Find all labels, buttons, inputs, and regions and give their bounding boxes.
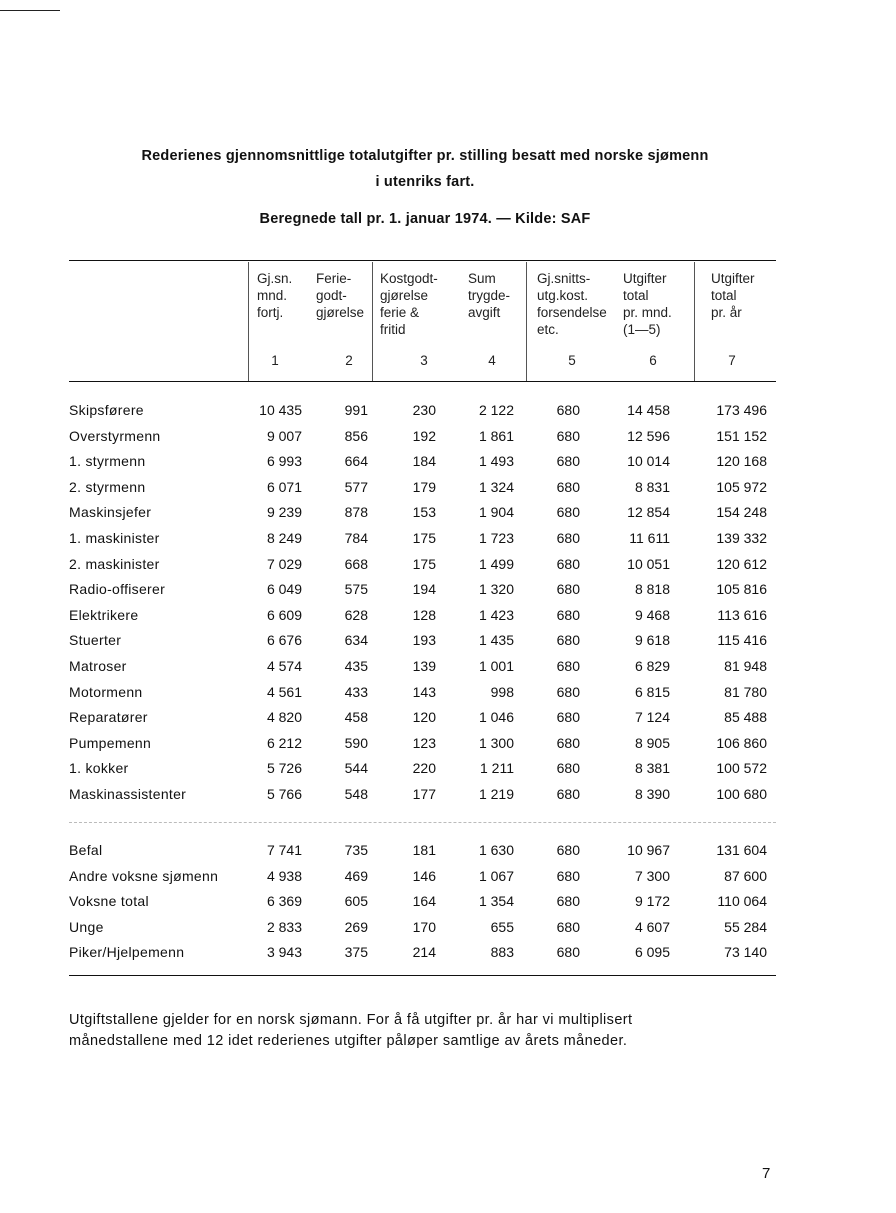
table-cell: 151 152 [716, 427, 767, 444]
table-cell: 856 [344, 427, 368, 444]
table-cell: 664 [344, 453, 368, 470]
row-label: Skipsførere [69, 402, 144, 418]
table-cell: 8 905 [634, 734, 670, 751]
table-cell: 878 [344, 504, 368, 521]
table-cell: 6 095 [634, 944, 670, 961]
table-cell: 575 [344, 581, 368, 598]
table-cell: 6 829 [634, 658, 670, 674]
row-label: Motormenn [69, 683, 143, 700]
table-cell: 680 [556, 581, 580, 598]
table-row [0, 607, 896, 633]
table-cell: 10 014 [627, 453, 670, 470]
table-cell: 680 [556, 709, 580, 726]
table-cell: 680 [556, 427, 580, 444]
row-label: Voksne total [69, 893, 149, 910]
table-cell: 469 [344, 867, 368, 884]
table-row [0, 530, 896, 556]
table-cell: 193 [412, 632, 436, 649]
table-cell: 1 324 [478, 478, 514, 495]
table-cell: 4 607 [634, 918, 670, 935]
row-label: Befal [69, 842, 103, 858]
table-cell: 1 067 [478, 867, 514, 884]
table-cell: 100 680 [716, 786, 767, 802]
table-cell: 12 596 [627, 427, 670, 444]
table-row [0, 632, 896, 658]
table-cell: 146 [412, 867, 436, 884]
table-row [0, 556, 896, 582]
table-cell: 1 001 [478, 658, 514, 674]
table-cell: 680 [556, 842, 580, 858]
table-cell: 170 [412, 918, 436, 935]
table-row [0, 453, 896, 479]
table-cell: 8 831 [634, 478, 670, 495]
table-cell: 605 [344, 893, 368, 910]
column-number: 5 [568, 353, 576, 368]
table-cell: 680 [556, 453, 580, 470]
table-row [0, 504, 896, 530]
table-cell: 883 [490, 944, 514, 961]
column-divider [248, 262, 249, 382]
table-cell: 113 616 [717, 606, 767, 623]
table-cell: 128 [412, 606, 436, 623]
table-cell: 110 064 [717, 893, 767, 910]
corner-rule [0, 10, 60, 11]
table-cell: 6 609 [266, 606, 302, 623]
row-label: 1. maskinister [69, 530, 160, 546]
table-subtitle: Beregnede tall pr. 1. januar 1974. — Kilde: SAF [259, 211, 591, 227]
table-cell: 7 029 [266, 555, 302, 572]
table-cell: 433 [344, 683, 368, 700]
column-number: 3 [420, 353, 428, 368]
table-cell: 4 574 [266, 658, 302, 674]
table-cell: 100 572 [716, 760, 767, 777]
table-cell: 9 007 [266, 427, 302, 444]
table-cell: 139 [412, 658, 436, 674]
table-cell: 179 [412, 478, 436, 495]
table-row [0, 479, 896, 505]
column-header-1: Gj.sn. mnd. fortj. [257, 271, 293, 320]
table-cell: 139 332 [716, 530, 767, 546]
table-cell: 214 [412, 944, 436, 961]
table-cell: 1 499 [478, 555, 514, 572]
footnote-line: Utgiftstallene gjelder for en norsk sjømann. For å få utgifter pr. år har vi multiplisert [69, 1012, 633, 1028]
table-row [0, 786, 896, 812]
table-cell: 1 861 [478, 427, 514, 444]
table-cell: 11 611 [629, 530, 670, 546]
column-header-5: Gj.snitts- utg.kost. forsendelse etc. [537, 271, 607, 337]
table-cell: 680 [556, 402, 580, 418]
table-cell: 1 723 [478, 530, 514, 546]
table-cell: 6 993 [266, 453, 302, 470]
table-cell: 220 [412, 760, 436, 777]
table-cell: 680 [556, 893, 580, 910]
table-cell: 10 967 [627, 842, 670, 858]
table-cell: 680 [556, 555, 580, 572]
table-cell: 1 423 [478, 606, 514, 623]
table-row [0, 868, 896, 894]
table-cell: 680 [556, 504, 580, 521]
column-number: 7 [728, 353, 736, 368]
table-cell: 590 [344, 734, 368, 751]
table-cell: 8 818 [634, 581, 670, 598]
table-cell: 680 [556, 530, 580, 546]
table-row [0, 428, 896, 454]
table-cell: 9 239 [266, 504, 302, 521]
table-cell: 458 [344, 709, 368, 726]
table-cell: 143 [412, 683, 436, 700]
table-cell: 6 815 [634, 683, 670, 700]
table-cell: 375 [344, 944, 368, 961]
column-number: 2 [345, 353, 353, 368]
row-label: 1. styrmenn [69, 453, 146, 470]
table-row [0, 842, 896, 868]
table-cell: 1 354 [478, 893, 514, 910]
row-label: 1. kokker [69, 760, 129, 777]
row-label: Radio-offiserer [69, 581, 166, 598]
table-cell: 3 943 [266, 944, 302, 961]
table-row [0, 735, 896, 761]
table-top-rule [69, 260, 776, 261]
table-row [0, 658, 896, 684]
table-title: Rederienes gjennomsnittlige totalutgifter pr. stilling besatt med norske sjømenn [141, 148, 709, 164]
table-row [0, 402, 896, 428]
table-cell: 4 561 [266, 683, 302, 700]
column-header-3: Kostgodt- gjørelse ferie & fritid [380, 271, 438, 337]
table-cell: 10 435 [259, 402, 302, 418]
table-cell: 105 972 [716, 478, 767, 495]
table-cell: 5 766 [266, 786, 302, 802]
table-cell: 184 [412, 453, 436, 470]
header-bottom-rule [69, 381, 776, 382]
column-header-4: Sum trygde- avgift [468, 271, 511, 320]
table-cell: 175 [412, 530, 436, 546]
table-cell: 6 212 [266, 734, 302, 751]
table-cell: 544 [344, 760, 368, 777]
table-cell: 1 320 [478, 581, 514, 598]
table-cell: 6 071 [266, 478, 302, 495]
table-cell: 87 600 [724, 867, 767, 884]
table-cell: 55 284 [724, 918, 767, 935]
table-cell: 115 416 [717, 632, 767, 649]
row-label: Pumpemenn [69, 734, 152, 751]
group-separator [69, 822, 776, 823]
table-cell: 680 [556, 786, 580, 802]
column-header-7: Utgifter total pr. år [711, 271, 755, 320]
table-cell: 628 [344, 606, 368, 623]
table-cell: 4 938 [266, 867, 302, 884]
table-cell: 106 860 [716, 734, 767, 751]
table-cell: 194 [412, 581, 436, 598]
table-cell: 1 630 [478, 842, 514, 858]
table-cell: 680 [556, 918, 580, 935]
table-cell: 680 [556, 734, 580, 751]
table-cell: 668 [344, 555, 368, 572]
row-label: Elektrikere [69, 606, 139, 623]
table-cell: 177 [412, 786, 436, 802]
table-cell: 1 300 [478, 734, 514, 751]
table-cell: 14 458 [627, 402, 670, 418]
table-cell: 680 [556, 658, 580, 674]
table-cell: 173 496 [716, 402, 767, 418]
footnote [69, 1010, 775, 1052]
table-cell: 655 [490, 918, 514, 935]
table-cell: 1 493 [478, 453, 514, 470]
table-cell: 680 [556, 867, 580, 884]
table-cell: 634 [344, 632, 368, 649]
table-row [0, 944, 896, 970]
column-number: 6 [649, 353, 657, 368]
table-cell: 1 219 [478, 786, 514, 802]
table-cell: 8 390 [634, 786, 670, 802]
column-divider [372, 262, 373, 382]
table-cell: 175 [412, 555, 436, 572]
table-cell: 8 249 [266, 530, 302, 546]
row-label: Reparatører [69, 709, 148, 726]
column-header-6: Utgifter total pr. mnd. (1—5) [623, 271, 672, 337]
table-row [0, 581, 896, 607]
table-cell: 73 140 [724, 944, 767, 961]
column-divider [526, 262, 527, 382]
table-cell: 85 488 [724, 709, 767, 726]
table-cell: 120 168 [716, 453, 767, 470]
table-row [0, 760, 896, 786]
table-bottom-rule [69, 975, 776, 976]
table-cell: 6 049 [266, 581, 302, 598]
table-cell: 680 [556, 944, 580, 961]
footnote-line: månedstallene med 12 idet rederienes utgifter påløper samtlige av årets måneder. [69, 1033, 628, 1049]
table-cell: 164 [412, 893, 436, 910]
row-label: Stuerter [69, 632, 122, 649]
table-cell: 680 [556, 606, 580, 623]
table-cell: 105 816 [716, 581, 767, 598]
table-cell: 435 [344, 658, 368, 674]
table-cell: 4 820 [266, 709, 302, 726]
table-cell: 120 [412, 709, 436, 726]
table-cell: 131 604 [716, 842, 767, 858]
table-cell: 1 046 [478, 709, 514, 726]
table-cell: 9 468 [634, 606, 670, 623]
table-cell: 154 248 [716, 504, 767, 521]
table-cell: 5 726 [266, 760, 302, 777]
column-header-2: Ferie- godt- gjørelse [316, 271, 365, 320]
table-cell: 680 [556, 683, 580, 700]
column-number: 1 [271, 353, 279, 368]
table-cell: 680 [556, 632, 580, 649]
table-cell: 7 741 [266, 842, 302, 858]
table-cell: 1 904 [478, 504, 514, 521]
table-cell: 735 [344, 842, 368, 858]
table-cell: 120 612 [716, 555, 767, 572]
row-label: Unge [69, 918, 104, 935]
column-divider [694, 262, 695, 382]
table-cell: 577 [344, 478, 368, 495]
row-label: Overstyrmenn [69, 427, 161, 444]
row-label: Maskinsjefer [69, 504, 152, 521]
table-cell: 12 854 [627, 504, 670, 521]
table-row [0, 684, 896, 710]
table-row [0, 709, 896, 735]
table-cell: 153 [412, 504, 436, 521]
table-cell: 6 676 [266, 632, 302, 649]
table-row [0, 919, 896, 945]
table-row [0, 893, 896, 919]
row-label: Matroser [69, 658, 127, 674]
table-title-continued: i utenriks fart. [375, 174, 475, 190]
table-cell: 1 211 [480, 760, 514, 777]
table-cell: 9 618 [634, 632, 670, 649]
table-cell: 9 172 [634, 893, 670, 910]
table-cell: 81 948 [724, 658, 767, 674]
table-cell: 784 [344, 530, 368, 546]
table-cell: 123 [412, 734, 436, 751]
table-cell: 680 [556, 760, 580, 777]
table-cell: 2 122 [478, 402, 514, 418]
row-label: Maskinassistenter [69, 786, 187, 802]
table-cell: 181 [412, 842, 436, 858]
column-number: 4 [488, 353, 496, 368]
table-cell: 6 369 [266, 893, 302, 910]
table-cell: 269 [344, 918, 368, 935]
table-cell: 2 833 [266, 918, 302, 935]
table-cell: 680 [556, 478, 580, 495]
table-cell: 8 381 [634, 760, 670, 777]
table-cell: 1 435 [478, 632, 514, 649]
row-label: Andre voksne sjømenn [69, 867, 219, 884]
table-cell: 10 051 [627, 555, 670, 572]
table-cell: 81 780 [724, 683, 767, 700]
table-cell: 7 300 [634, 867, 670, 884]
row-label: 2. maskinister [69, 555, 160, 572]
row-label: 2. styrmenn [69, 478, 146, 495]
table-cell: 7 124 [634, 709, 670, 726]
page-number: 7 [762, 1165, 771, 1182]
table-cell: 991 [344, 402, 368, 418]
table-cell: 548 [344, 786, 368, 802]
table-cell: 192 [412, 427, 436, 444]
table-cell: 230 [412, 402, 436, 418]
table-cell: 998 [490, 683, 514, 700]
row-label: Piker/Hjelpemenn [69, 944, 185, 961]
